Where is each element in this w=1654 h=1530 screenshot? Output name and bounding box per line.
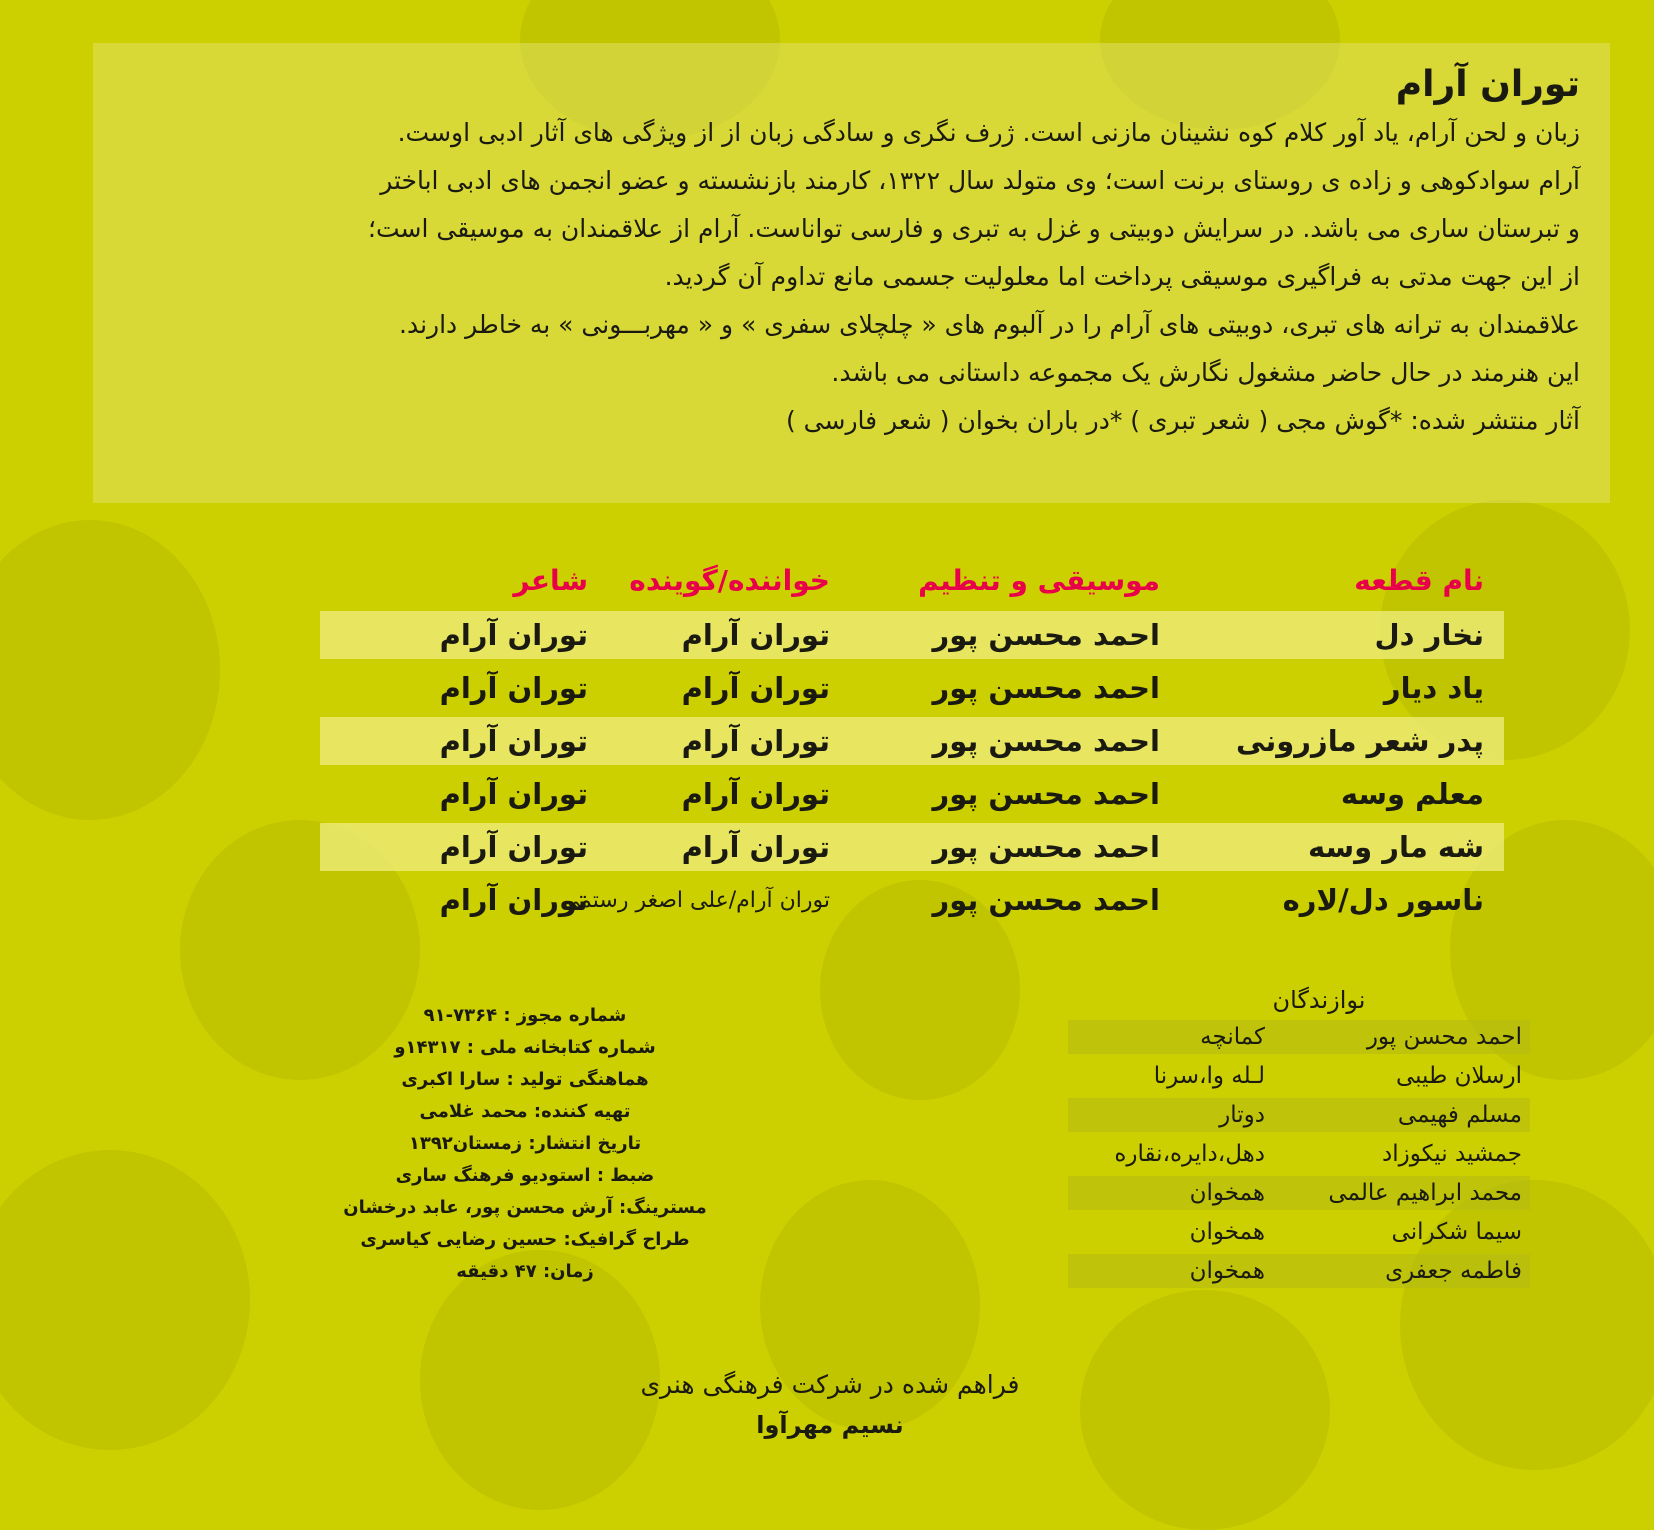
publisher-name: نسیم مهرآوا [756, 1411, 904, 1439]
musician-row [1068, 1176, 1530, 1210]
track-row [320, 717, 1504, 765]
track-name: یاد دیار [1383, 671, 1484, 705]
musician-instrument: دوتار [1219, 1102, 1265, 1128]
musician-row [1068, 1098, 1530, 1132]
track-singer: توران آرام [681, 830, 830, 864]
musician-instrument: همخوان [1189, 1180, 1265, 1206]
header-poet: شاعر [513, 563, 588, 597]
bio-line: زبان و لحن آرام، یاد آور کلام کوه نشینان مازنی است. ژرف نگری و سادگی زبان از از ویژگی های آثار ادبی اوست. [397, 118, 1580, 147]
track-poet: توران آرام [439, 777, 588, 811]
musician-row [1068, 1215, 1530, 1249]
track-name: شه مار وسه [1308, 830, 1484, 864]
track-row [320, 876, 1504, 924]
musician-instrument: دهل،دایره،نقاره [1114, 1141, 1265, 1167]
credit-release-date: تاریخ انتشار: زمستان۱۳۹۲ [408, 1133, 642, 1154]
musician-name: احمد محسن پور [1366, 1024, 1522, 1050]
bio-line: و تبرستان ساری می باشد. در سرایش دوبیتی و غزل به تبری و فارسی تواناست. آرام از علاقمندان به موسیقی است؛ [368, 214, 1580, 243]
track-music: احمد محسن پور [932, 883, 1160, 917]
credit-coordination: هماهنگی تولید : سارا اکبری [401, 1069, 649, 1090]
musician-name: سیما شکرانی [1391, 1219, 1522, 1245]
musician-row [1068, 1059, 1530, 1093]
track-row [320, 770, 1504, 818]
bio-line: آرام سوادکوهی و زاده ی روستای برنت است؛ وی متولد سال ۱۳۲۲، کارمند بازنشسته و عضو انجمن های ادبی اباختر [380, 166, 1580, 195]
credit-library-number: شماره کتابخانه ملی : ۱۴۳۱۷و [394, 1037, 656, 1058]
bio-line: از این جهت مدتی به فراگیری موسیقی پرداخت اما معلولیت جسمی مانع تداوم آن گردید. [664, 262, 1580, 291]
musician-row [1068, 1137, 1530, 1171]
track-row [320, 823, 1504, 871]
artist-bio [93, 43, 1610, 503]
publisher-footer [580, 1365, 1080, 1445]
track-poet: توران آرام [439, 618, 588, 652]
musician-instrument: کمانچه [1200, 1024, 1265, 1050]
musician-name: مسلم فهیمی [1397, 1102, 1522, 1128]
credit-graphic-design: طراح گرافیک: حسین رضایی کیاسری [360, 1229, 690, 1250]
musician-name: فاطمه جعفری [1385, 1258, 1522, 1284]
track-row [320, 664, 1504, 712]
track-list-header [320, 555, 1504, 605]
musicians-list [1068, 980, 1530, 1293]
track-singer: توران آرام/علی اصغر رستمی [561, 887, 830, 913]
musician-row [1068, 1020, 1530, 1054]
header-singer: خواننده/گوینده [629, 563, 830, 597]
bio-line: این هنرمند در حال حاضر مشغول نگارش یک مجموعه داستانی می باشد. [831, 358, 1580, 387]
track-music: احمد محسن پور [932, 830, 1160, 864]
musician-instrument: لـله وا،سرنا [1153, 1063, 1265, 1089]
track-music: احمد محسن پور [932, 777, 1160, 811]
musician-name: جمشید نیکوزاد [1381, 1141, 1522, 1167]
track-singer: توران آرام [681, 777, 830, 811]
bio-line: آثار منتشر شده: *گوش مجی ( شعر تبری ) *در باران بخوان ( شعر فارسی ) [785, 406, 1580, 435]
track-poet: توران آرام [439, 671, 588, 705]
track-poet: توران آرام [439, 830, 588, 864]
header-music: موسیقی و تنظیم [918, 563, 1160, 597]
credit-license: شماره مجوز : ۷۳۶۴-۹۱ [423, 1005, 627, 1026]
track-poet: توران آرام [439, 883, 588, 917]
production-credits [300, 1000, 750, 1288]
musician-name: ارسلان طیبی [1395, 1063, 1522, 1089]
track-singer: توران آرام [681, 671, 830, 705]
musician-name: محمد ابراهیم عالمی [1328, 1180, 1522, 1206]
track-name: نخار دل [1374, 618, 1484, 652]
musicians-title: نوازندگان [1272, 986, 1366, 1014]
track-music: احمد محسن پور [932, 671, 1160, 705]
track-music: احمد محسن پور [932, 618, 1160, 652]
track-name: ناسور دل/لاره [1282, 883, 1484, 917]
artist-name: توران آرام [1395, 64, 1580, 105]
musician-instrument: همخوان [1189, 1219, 1265, 1245]
musician-instrument: همخوان [1189, 1258, 1265, 1284]
credit-duration: زمان: ۴۷ دقیقه [456, 1261, 594, 1282]
track-singer: توران آرام [681, 618, 830, 652]
track-poet: توران آرام [439, 724, 588, 758]
track-name: پدر شعر مازرونی [1236, 724, 1484, 758]
track-list [320, 555, 1504, 929]
header-track-name: نام قطعه [1354, 563, 1484, 597]
credit-producer: تهیه کننده: محمد غلامی [419, 1101, 631, 1122]
bio-line: علاقمندان به ترانه های تبری، دوبیتی های آرام را در آلبوم های « چلچلای سفری » و « مهربـــونی » به خاطر دارند. [399, 310, 1580, 339]
credit-recording: ضبط : استودیو فرهنگ ساری [395, 1165, 655, 1186]
publisher-line: فراهم شده در شرکت فرهنگی هنری [640, 1370, 1020, 1399]
track-singer: توران آرام [681, 724, 830, 758]
credit-mastering: مسترینگ: آرش محسن پور، عابد درخشان [343, 1197, 707, 1218]
track-music: احمد محسن پور [932, 724, 1160, 758]
track-row [320, 611, 1504, 659]
track-name: معلم وسه [1340, 777, 1484, 811]
musician-row [1068, 1254, 1530, 1288]
